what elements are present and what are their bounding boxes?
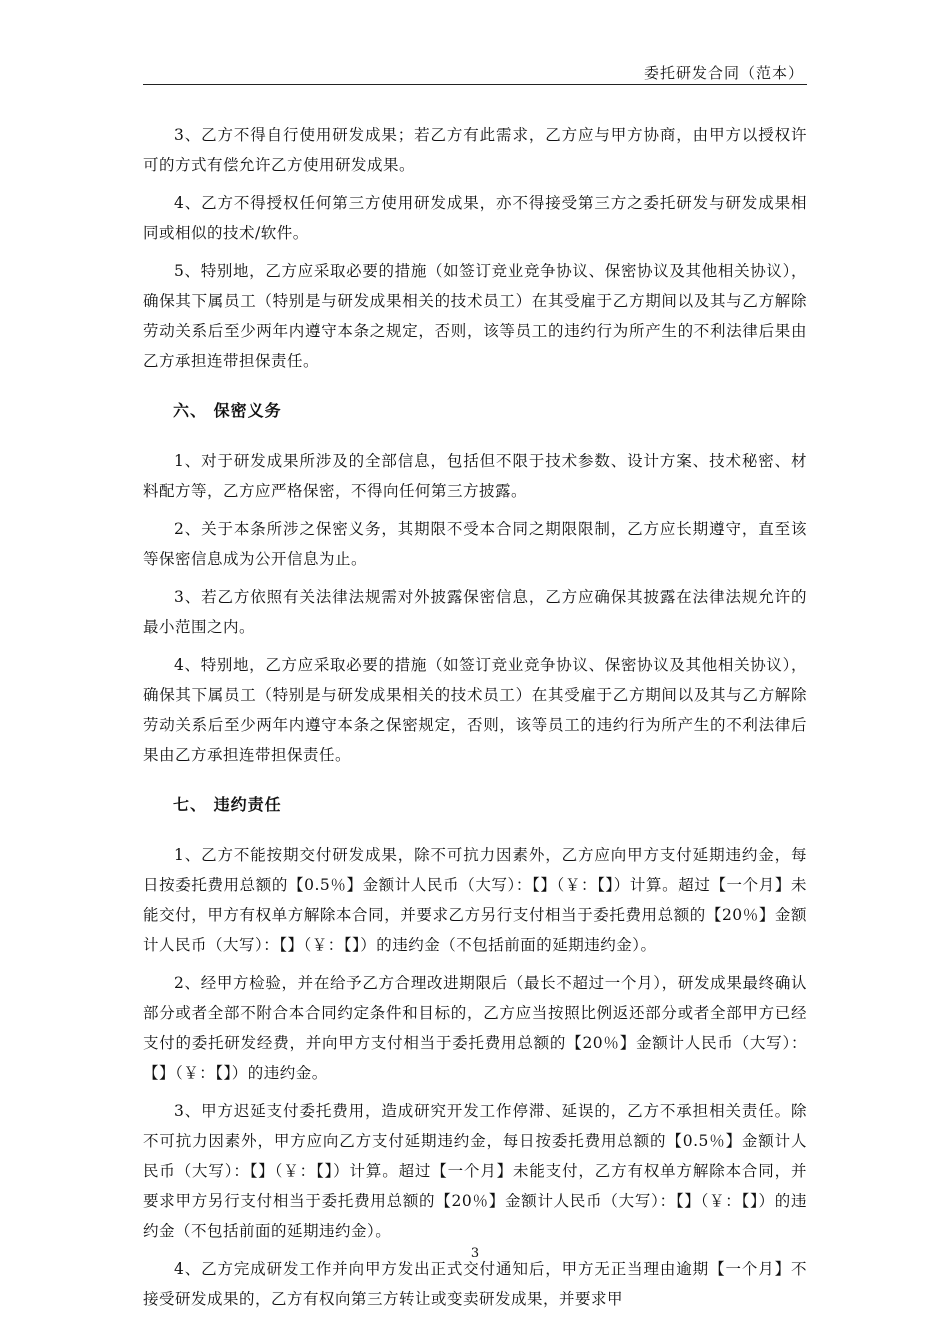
header-divider <box>143 84 807 85</box>
page-body <box>143 120 807 1322</box>
clause-6-3: 3、若乙方依照有关法律法规需对外披露保密信息，乙方应确保其披露在法律法规允许的最小范围之内。 <box>143 588 807 636</box>
clause-6-4: 4、特别地，乙方应采取必要的措施（如签订竞业竞争协议、保密协议及其他相关协议），确保其下属员工（特别是与研发成果相关的技术员工）在其受雇于乙方期间以及其与乙方解除劳动关系后至少两年内遵守本条之保密规定，否则，该等员工的违约行为所产生的不利法律后果由乙方承担连带担保责任。 <box>143 656 807 764</box>
clause-7-1: 1、乙方不能按期交付研发成果，除不可抗力因素外，乙方应向甲方支付延期违约金，每日按委托费用总额的【0.5％】金额计人民币（大写）：【】（￥：【】）计算。超过【一个月】未能交付，甲方有权单方解除本合同，并要求乙方另行支付相当于委托费用总额的【20％】金额计人民币（大写）：【】（￥：【】）的违约金（不包括前面的延期违约金）。 <box>143 846 807 954</box>
clause-5-3: 3、乙方不得自行使用研发成果；若乙方有此需求，乙方应与甲方协商，由甲方以授权许可的方式有偿允许乙方使用研发成果。 <box>143 126 807 174</box>
clause-7-3: 3、甲方迟延支付委托费用，造成研究开发工作停滞、延误的，乙方不承担相关责任。除不可抗力因素外，甲方应向乙方支付延期违约金，每日按委托费用总额的【0.5％】金额计人民币（大写）：【】（￥：【】）计算。超过【一个月】未能支付，乙方有权单方解除本合同，并要求甲方另行支付相当于委托费用总额的【20％】金额计人民币（大写）：【】（￥：【】）的违约金（不包括前面的延期违约金）。 <box>143 1102 807 1240</box>
clause-5-5: 5、特别地，乙方应采取必要的措施（如签订竞业竞争协议、保密协议及其他相关协议），确保其下属员工（特别是与研发成果相关的技术员工）在其受雇于乙方期间以及其与乙方解除劳动关系后至少两年内遵守本条之规定，否则，该等员工的违约行为所产生的不利法律后果由乙方承担连带担保责任。 <box>143 262 807 370</box>
clause-6-2: 2、关于本条所涉之保密义务，其期限不受本合同之期限限制，乙方应长期遵守，直至该等保密信息成为公开信息为止。 <box>143 520 807 568</box>
clause-7-4: 4、乙方完成研发工作并向甲方发出正式交付通知后，甲方无正当理由逾期【一个月】不接受研发成果的，乙方有权向第三方转让或变卖研发成果，并要求甲 <box>143 1260 807 1308</box>
section-6-heading: 六、 保密义务 <box>173 401 282 420</box>
clause-6-1: 1、对于研发成果所涉及的全部信息，包括但不限于技术参数、设计方案、技术秘密、材料配方等，乙方应严格保密，不得向任何第三方披露。 <box>143 452 807 500</box>
document-header-title: 委托研发合同（范本） <box>643 64 804 82</box>
page-number: 3 <box>470 1246 480 1261</box>
clause-5-4: 4、乙方不得授权任何第三方使用研发成果，亦不得接受第三方之委托研发与研发成果相同或相似的技术/软件。 <box>143 194 807 242</box>
clause-7-2: 2、经甲方检验，并在给予乙方合理改进期限后（最长不超过一个月），研发成果最终确认部分或者全部不附合本合同约定条件和目标的，乙方应当按照比例返还部分或者全部甲方已经支付的委托研发经费，并向甲方支付相当于委托费用总额的【20％】金额计人民币（大写）：【】（￥：【】）的违约金。 <box>143 974 807 1082</box>
section-7-heading: 七、 违约责任 <box>173 795 282 814</box>
